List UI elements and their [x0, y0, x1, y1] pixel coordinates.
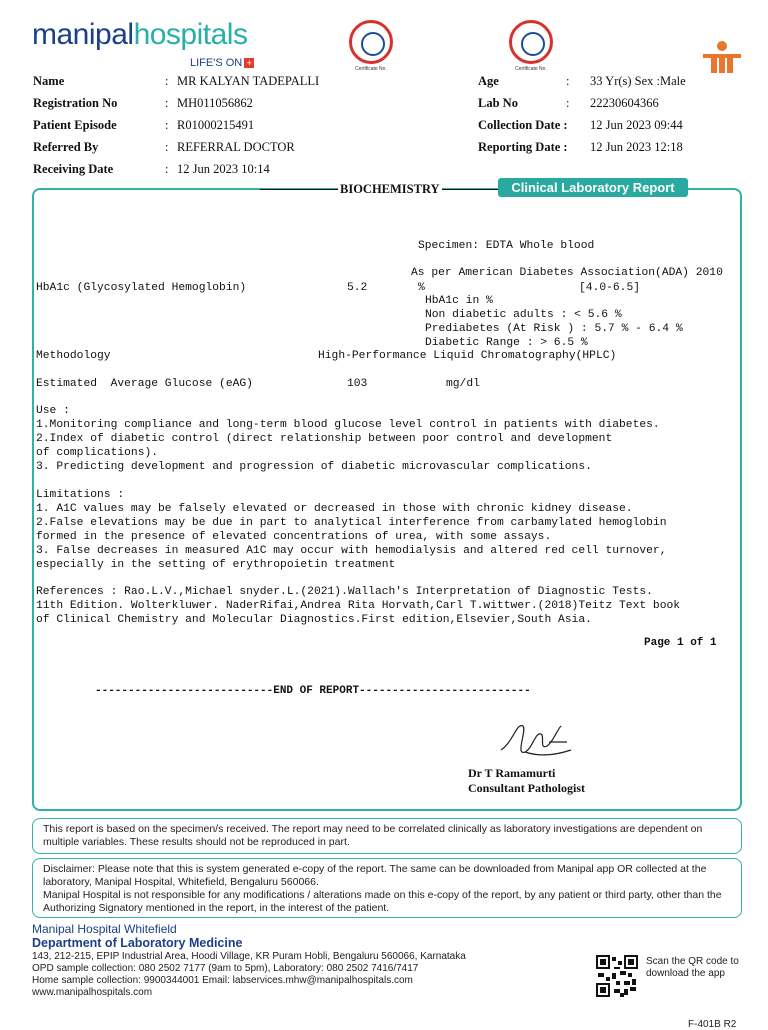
disclaimer-text-2: Manipal Hospital is not responsible for any modifications / alterations made on this e-copy of the report, by any patient or third party, other than the Authorizing Signatory mentioned in the report, in the interest of the patient. [43, 889, 722, 914]
hospital-logo [32, 18, 247, 52]
tagline-text: LIFE'S ON [190, 57, 243, 69]
eag-label: Estimated Average Glucose (eAG) [36, 378, 253, 390]
nabh-seal-icon [349, 20, 393, 64]
referred-label: Referred By [33, 140, 99, 154]
episode-label: Patient Episode [33, 118, 117, 132]
clinical-report-badge: Clinical Laboratory Report [498, 178, 688, 197]
qr-caption: Scan the QR code to download the app [646, 956, 739, 979]
collection-label: Collection Date : [478, 118, 568, 132]
colon: : [165, 140, 169, 154]
test-range: [4.0-6.5] [579, 282, 641, 294]
colon: : [165, 74, 169, 88]
ref-line-2: Non diabetic adults : < 5.6 % [425, 309, 622, 321]
footer-department: Department of Laboratory Medicine [32, 936, 243, 950]
page-number: Page 1 of 1 [644, 637, 717, 649]
receiving-label: Receiving Date [33, 162, 114, 176]
logo-word-hospitals: hospitals [133, 18, 248, 51]
patient-name: MR KALYAN TADEPALLI [177, 74, 320, 88]
methodology-value: High-Performance Liquid Chromatography(HPLC) [318, 350, 617, 362]
disclaimer-box [32, 858, 742, 918]
test-unit: % [418, 282, 425, 294]
name-label: Name [33, 74, 65, 88]
receiving-date: 12 Jun 2023 10:14 [177, 162, 270, 176]
tagline [190, 57, 254, 69]
reporting-label: Reporting Date : [478, 140, 568, 154]
nabl-seal-icon [509, 20, 553, 64]
use-section: Use : 1.Monitoring compliance and long-term blood glucose level control in patients with diabetes. 2.Index of diabetic control (direct relationship between poor control and development of complications). 3. Predicting development and progression of diabetic microvascular complications. [36, 405, 660, 473]
registration-number: MH011056862 [177, 96, 253, 110]
colon: : [165, 162, 169, 176]
manipal-symbol-icon [699, 40, 745, 74]
footer-website: www.manipalhospitals.com [32, 987, 153, 998]
lab-number: 22230604366 [590, 96, 659, 110]
ref-line-1: HbA1c in % [425, 295, 493, 307]
logo-word-manipal: manipal [32, 18, 134, 51]
colon: : [566, 96, 570, 110]
footer-hospital: Manipal Hospital Whitefield [32, 922, 177, 936]
eag-value: 103 [347, 378, 368, 390]
reporting-date: 12 Jun 2023 12:18 [590, 140, 683, 154]
colon: : [566, 74, 570, 88]
plus-icon: + [244, 58, 254, 68]
methodology-label: Methodology [36, 350, 111, 362]
doctor-title: Consultant Pathologist [468, 781, 586, 795]
seal-caption: Certificate No. [355, 66, 387, 72]
referred-by: REFERRAL DOCTOR [177, 140, 295, 154]
footer-opd: OPD sample collection: 080 2502 7177 (9am to 5pm), Laboratory: 080 2502 7416/7417 [32, 963, 419, 974]
specimen-text: Specimen: EDTA Whole blood [418, 240, 595, 252]
test-value: 5.2 [347, 282, 368, 294]
registration-label: Registration No [33, 96, 118, 110]
patient-age-sex: 33 Yr(s) Sex :Male [590, 74, 686, 88]
colon: : [165, 96, 169, 110]
limitations-section: Limitations : 1. A1C values may be falsely elevated or decreased in those with chronic kidney disease. 2.False elevations may be due in part to analytical interference from carbamylated hemoglobin formed in the presence of elevated concentrations of urea, with some assays. 3. False decreases in measured A1C may occur with hemodialysis and altered red cell turnover, especially in the setting of erythropoietin treatment [36, 489, 667, 571]
footer-address: 143, 212-215, EPIP Industrial Area, Hoodi Village, KR Puram Hobli, Bengaluru 560066, Karnataka [32, 951, 466, 962]
age-label: Age [478, 74, 499, 88]
lab-label: Lab No [478, 96, 518, 110]
test-name: HbA1c (Glycosylated Hemoglobin) [36, 282, 247, 294]
footer-home-collection: Home sample collection: 9900344001 Email: labservices.mhw@manipalhospitals.com [32, 975, 413, 986]
qr-code-icon[interactable] [596, 955, 638, 997]
collection-date: 12 Jun 2023 09:44 [590, 118, 683, 132]
references-section: References : Rao.L.V.,Michael snyder.L.(2021).Wallach's Interpretation of Diagnostic Tests. 11th Edition. Wolterkluwer. NaderRifai,Andrea Rita Horvath,Carl T.wittwer.(2018)Teitz Text book of Clinical Chemistry and Molecular Diagnostics.First edition,Elsevier,South Asia. [36, 586, 681, 626]
seal-caption-2: Certificate No. [515, 66, 547, 72]
end-of-report: ---------------------------END OF REPORT-------------------------- [95, 685, 531, 697]
ref-line-4: Diabetic Range : > 6.5 % [425, 337, 588, 349]
report-note-text: This report is based on the specimen/s received. The report may need to be correlated clinically as laboratory investigations are dependent on multiple variables. These results should not be reproduced in part. [43, 823, 703, 848]
patient-episode: R01000215491 [177, 118, 255, 132]
colon: : [165, 118, 169, 132]
doctor-signature [495, 712, 585, 764]
ref-line-3: Prediabetes (At Risk ) : 5.7 % - 6.4 % [425, 323, 683, 335]
disclaimer-text-1: Disclaimer: Please note that this is system generated e-copy of the report. The same can be downloaded from Manipal app OR collected at the laboratory, Manipal Hospital, Whitefield, Bengaluru 560066. [43, 863, 707, 888]
ada-reference: As per American Diabetes Association(ADA) 2010 [411, 267, 723, 279]
doctor-name: Dr T Ramamurti [468, 766, 556, 780]
report-note [32, 818, 742, 854]
eag-unit: mg/dl [446, 378, 480, 390]
section-title: BIOCHEMISTRY [340, 182, 440, 196]
form-code: F-401B R2 [688, 1019, 737, 1030]
